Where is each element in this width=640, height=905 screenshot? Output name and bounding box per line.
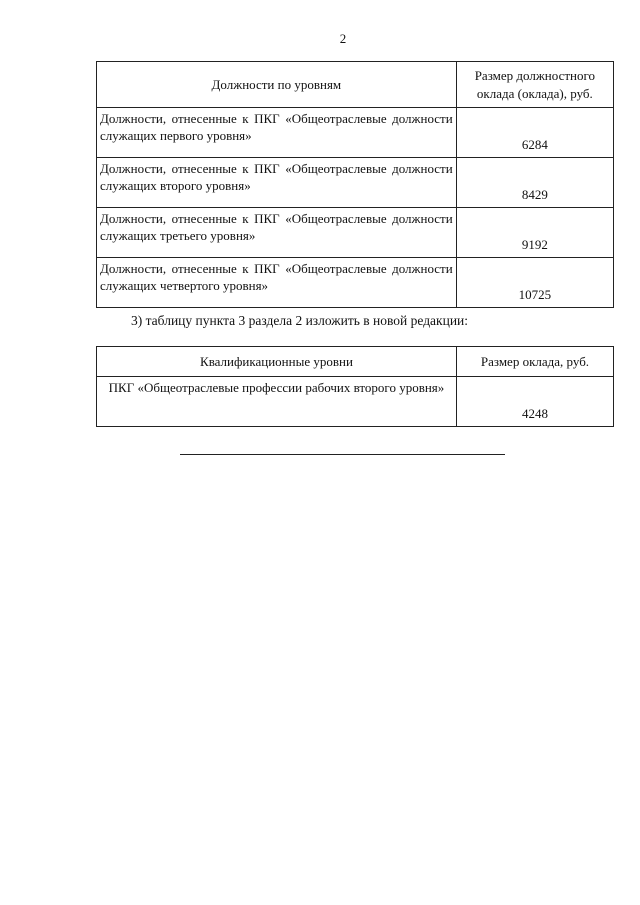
qualification-level-cell: ПКГ «Общеотраслевые профессии рабочих второго уровня» [97, 377, 457, 427]
column-header-salary: Размер оклада, руб. [456, 347, 613, 377]
position-cell: Должности, отнесенные к ПКГ «Общеотраслевые должности служащих первого уровня» [97, 108, 457, 158]
column-header-positions: Должности по уровням [97, 62, 457, 108]
closing-divider [180, 454, 505, 455]
column-header-salary: Размер должностного оклада (оклада), руб. [456, 62, 613, 108]
table-row [97, 208, 614, 258]
salary-cell: 10725 [456, 258, 613, 308]
page-number: 2 [339, 31, 347, 46]
table-row [97, 158, 614, 208]
table-row [97, 108, 614, 158]
salary-cell: 6284 [456, 108, 613, 158]
salary-cell: 9192 [456, 208, 613, 258]
table-header-row [97, 62, 614, 108]
salary-cell: 4248 [456, 377, 613, 427]
column-header-qualification-levels: Квалификационные уровни [97, 347, 457, 377]
position-cell: Должности, отнесенные к ПКГ «Общеотраслевые должности служащих третьего уровня» [97, 208, 457, 258]
salary-table-qualification [96, 346, 614, 427]
position-cell: Должности, отнесенные к ПКГ «Общеотраслевые должности служащих второго уровня» [97, 158, 457, 208]
position-cell: Должности, отнесенные к ПКГ «Общеотраслевые должности служащих четвертого уровня» [97, 258, 457, 308]
table-row [97, 258, 614, 308]
amendment-paragraph: 3) таблицу пункта 3 раздела 2 изложить в новой редакции: [131, 313, 469, 328]
salary-table-positions [96, 61, 614, 308]
table-header-row [97, 347, 614, 377]
salary-cell: 8429 [456, 158, 613, 208]
table-row [97, 377, 614, 427]
